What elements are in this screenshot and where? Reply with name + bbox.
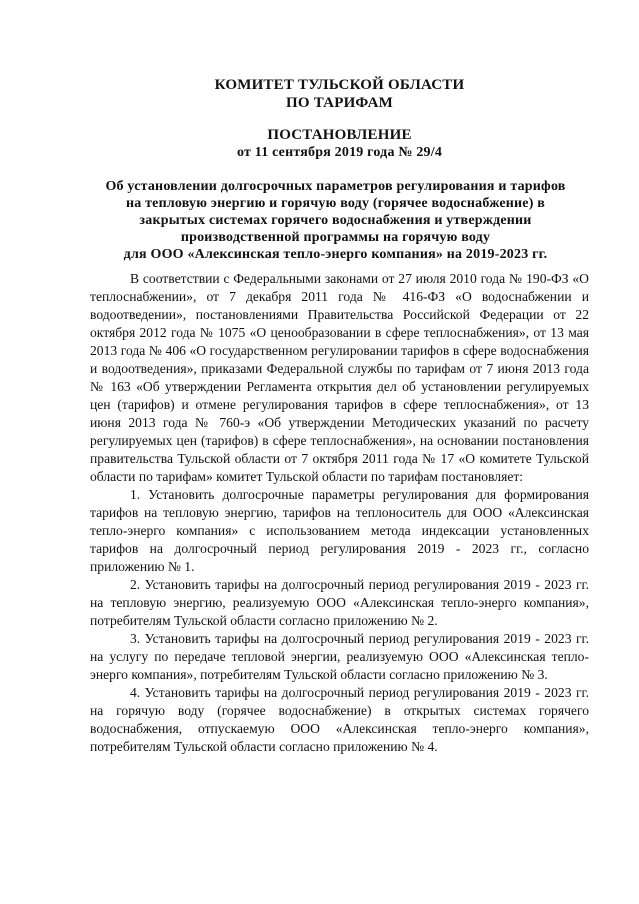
resolution-item-2: 2. Установить тарифы на долгосрочный период регулирования 2019 - 2023 гг. на тепловую энергию, реализуемую ООО «Алексинская тепло-энерго компания», потребителям Тульской области согласно приложению № 2. [90,577,589,628]
resolution-item-1: 1. Установить долгосрочные параметры регулирования для формирования тарифов на тепловую энергию, тарифов на теплоноситель для ООО «Алексинская тепло-энерго компания» с использованием метода индексации установленных тарифов на долгосрочный период регулирования 2019 - 2023 гг., согласно приложению № 1. [90,487,589,574]
committee-heading [0,76,639,112]
document-body [90,270,589,756]
preamble-paragraph: В соответствии с Федеральными законами от 27 июля 2010 года № 190-ФЗ «О теплоснабжении», от 7 декабря 2011 года № 416-ФЗ «О водоснабжении и водоотведении», постановлениями Правительства Российской Федерации от 22 октября 2012 года № 1075 «О ценообразовании в сфере теплоснабжения», от 13 мая 2013 года № 406 «О государственном регулировании тарифов в сфере водоснабжения и водоотведения», приказами Федеральной службы по тарифам от 7 июня 2013 года № 163 «Об утверждении Регламента открытия дел об установлении регулируемых цен (тарифов) и отмене регулирования тарифов в сфере теплоснабжения», от 13 июня 2013 года № 760-э «Об утверждении Методических указаний по расчету регулируемых цен (тарифов) в сфере теплоснабжения», на основании постановления правительства Тульской области от 7 октября 2011 года № 17 «О комитете Тульской области по тарифам» комитет Тульской области по тарифам постановляет: [90,271,589,484]
subject-line: производственной программы на горячую воду [180,230,491,245]
resolution-item-4: 4. Установить тарифы на долгосрочный период регулирования 2019 - 2023 гг. на горячую воду (горячее водоснабжение) в открытых системах горячего водоснабжения, отпускаемую ООО «Алексинская тепло-энерго компания», потребителям Тульской области согласно приложению № 4. [90,685,589,754]
subject-line: для ООО «Алексинская тепло-энерго компания» на 2019-2023 гг. [123,247,548,262]
committee-line-1: КОМИТЕТ ТУЛЬСКОЙ ОБЛАСТИ [214,77,465,93]
subject-line: Об установлении долгосрочных параметров регулирования и тарифов [105,179,566,194]
document-date: от 11 сентября 2019 года № 29/4 [236,145,443,160]
document-subject [0,178,639,263]
committee-line-2: ПО ТАРИФАМ [286,95,393,111]
document-type: ПОСТАНОВЛЕНИЕ [267,127,412,143]
subject-line: на тепловую энергию и горячую воду (горячее водоснабжение) в [125,196,546,211]
resolution-item-3: 3. Установить тарифы на долгосрочный период регулирования 2019 - 2023 гг. на услугу по передаче тепловой энергии, реализуемую ООО «Алексинская тепло-энерго компания», потребителям Тульской области согласно приложению № 3. [90,631,589,682]
subject-line: закрытых системах горячего водоснабжения и утверждении [139,213,532,228]
